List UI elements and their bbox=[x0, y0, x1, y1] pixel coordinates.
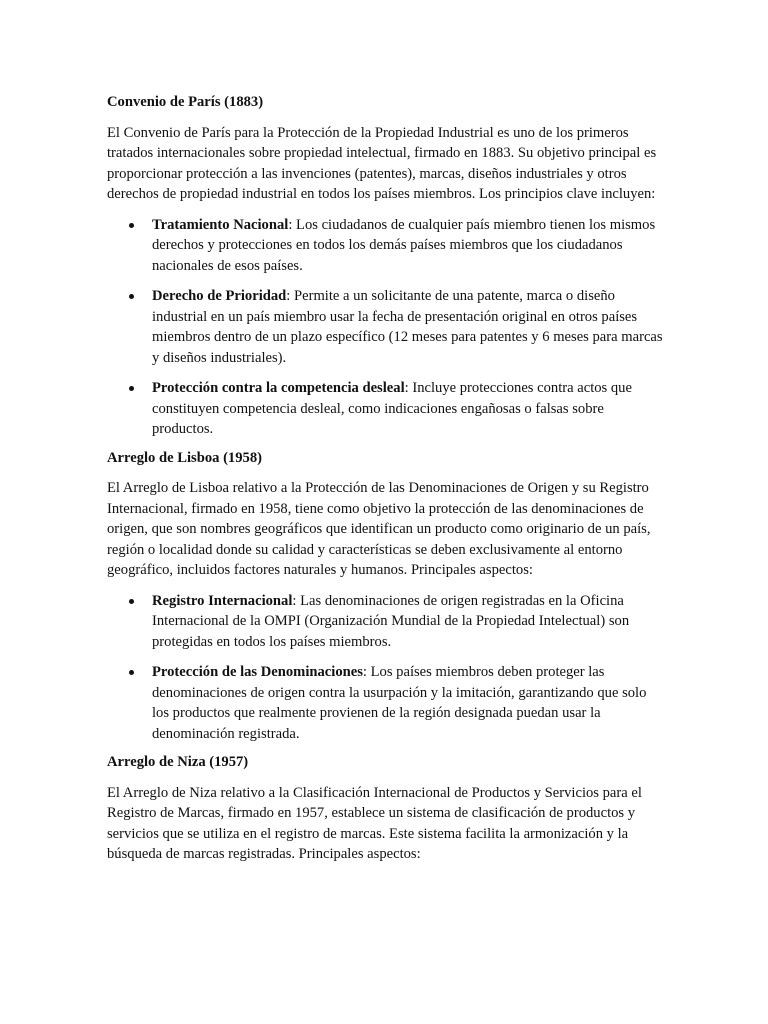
section-paragraph: El Convenio de París para la Protección de la Propiedad Industrial es uno de los primeros tratados internacionales sobre propiedad intelectual, firmado en 1883. Su objetivo principal es proporcionar protección a las invenciones (patentes), marcas, diseños industriales y otros derechos de propiedad industrial en todos los países miembros. Los principios clave incluyen: bbox=[107, 124, 657, 202]
list-item-text: : Los ciudadanos de cualquier país miembro tienen los mismos derechos y protecciones en todos los demás países miembros que los ciudadanos nacionales de esos países. bbox=[152, 216, 656, 274]
list-item-term: Tratamiento Nacional bbox=[152, 216, 289, 233]
bullet-list bbox=[107, 591, 667, 745]
list-item-term: Derecho de Prioridad bbox=[152, 288, 287, 304]
list-item bbox=[152, 286, 667, 368]
section-convenio-paris bbox=[107, 92, 667, 440]
section-heading: Arreglo de Niza (1957) bbox=[107, 754, 249, 770]
list-item-text: : Incluye protecciones contra actos que constituyen competencia desleal, como indicaciones engañosas o falsas sobre productos. bbox=[152, 380, 632, 437]
bullet-icon bbox=[129, 599, 134, 604]
section-heading: Convenio de París (1883) bbox=[107, 94, 264, 110]
list-item bbox=[152, 378, 667, 440]
bullet-icon bbox=[129, 386, 134, 391]
list-item-text: : Las denominaciones de origen registradas en la Oficina Internacional de la OMPI (Organización Mundial de la Propiedad Intelectual) son protegidas en todos los países miembros. bbox=[152, 592, 630, 650]
list-item-text: : Permite a un solicitante de una patente, marca o diseño industrial en un país miembro usar la fecha de presentación original en otros países miembros dentro de un plazo específico (12 meses para patentes y 6 meses para marcas y diseños industriales). bbox=[152, 288, 663, 366]
bullet-icon bbox=[129, 670, 134, 675]
section-arreglo-lisboa bbox=[107, 448, 667, 745]
list-item-term: Protección de las Denominaciones bbox=[152, 664, 363, 680]
section-paragraph: El Arreglo de Lisboa relativo a la Protección de las Denominaciones de Origen y su Registro Internacional, firmado en 1958, tiene como objetivo la protección de las denominaciones de origen, que son nombres geográficos que identifican un producto como originario de un país, región o localidad donde su calidad y características se deben exclusivamente al entorno geográfico, incluidos factores naturales y humanos. Principales aspectos: bbox=[107, 480, 651, 578]
bullet-icon bbox=[129, 223, 134, 228]
list-item-term: Registro Internacional bbox=[152, 592, 293, 609]
list-item bbox=[152, 591, 667, 653]
bullet-icon bbox=[129, 294, 134, 299]
list-item-term: Protección contra la competencia desleal bbox=[152, 380, 405, 396]
bullet-list bbox=[107, 215, 667, 440]
section-paragraph: El Arreglo de Niza relativo a la Clasificación Internacional de Productos y Servicios para el Registro de Marcas, firmado en 1957, establece un sistema de clasificación de productos y servicios que se utiliza en el registro de marcas. Este sistema facilita la armonización y la búsqueda de marcas registradas. Principales aspectos: bbox=[107, 784, 642, 862]
section-arreglo-niza bbox=[107, 752, 667, 865]
list-item bbox=[152, 662, 667, 744]
document-page bbox=[107, 92, 667, 865]
list-item-text: : Los países miembros deben proteger las denominaciones de origen contra la usurpación y la imitación, garantizando que solo los productos que realmente provienen de la región designada puedan usar la denominación registrada. bbox=[152, 664, 647, 742]
list-item bbox=[152, 215, 667, 277]
section-heading: Arreglo de Lisboa (1958) bbox=[107, 449, 262, 466]
